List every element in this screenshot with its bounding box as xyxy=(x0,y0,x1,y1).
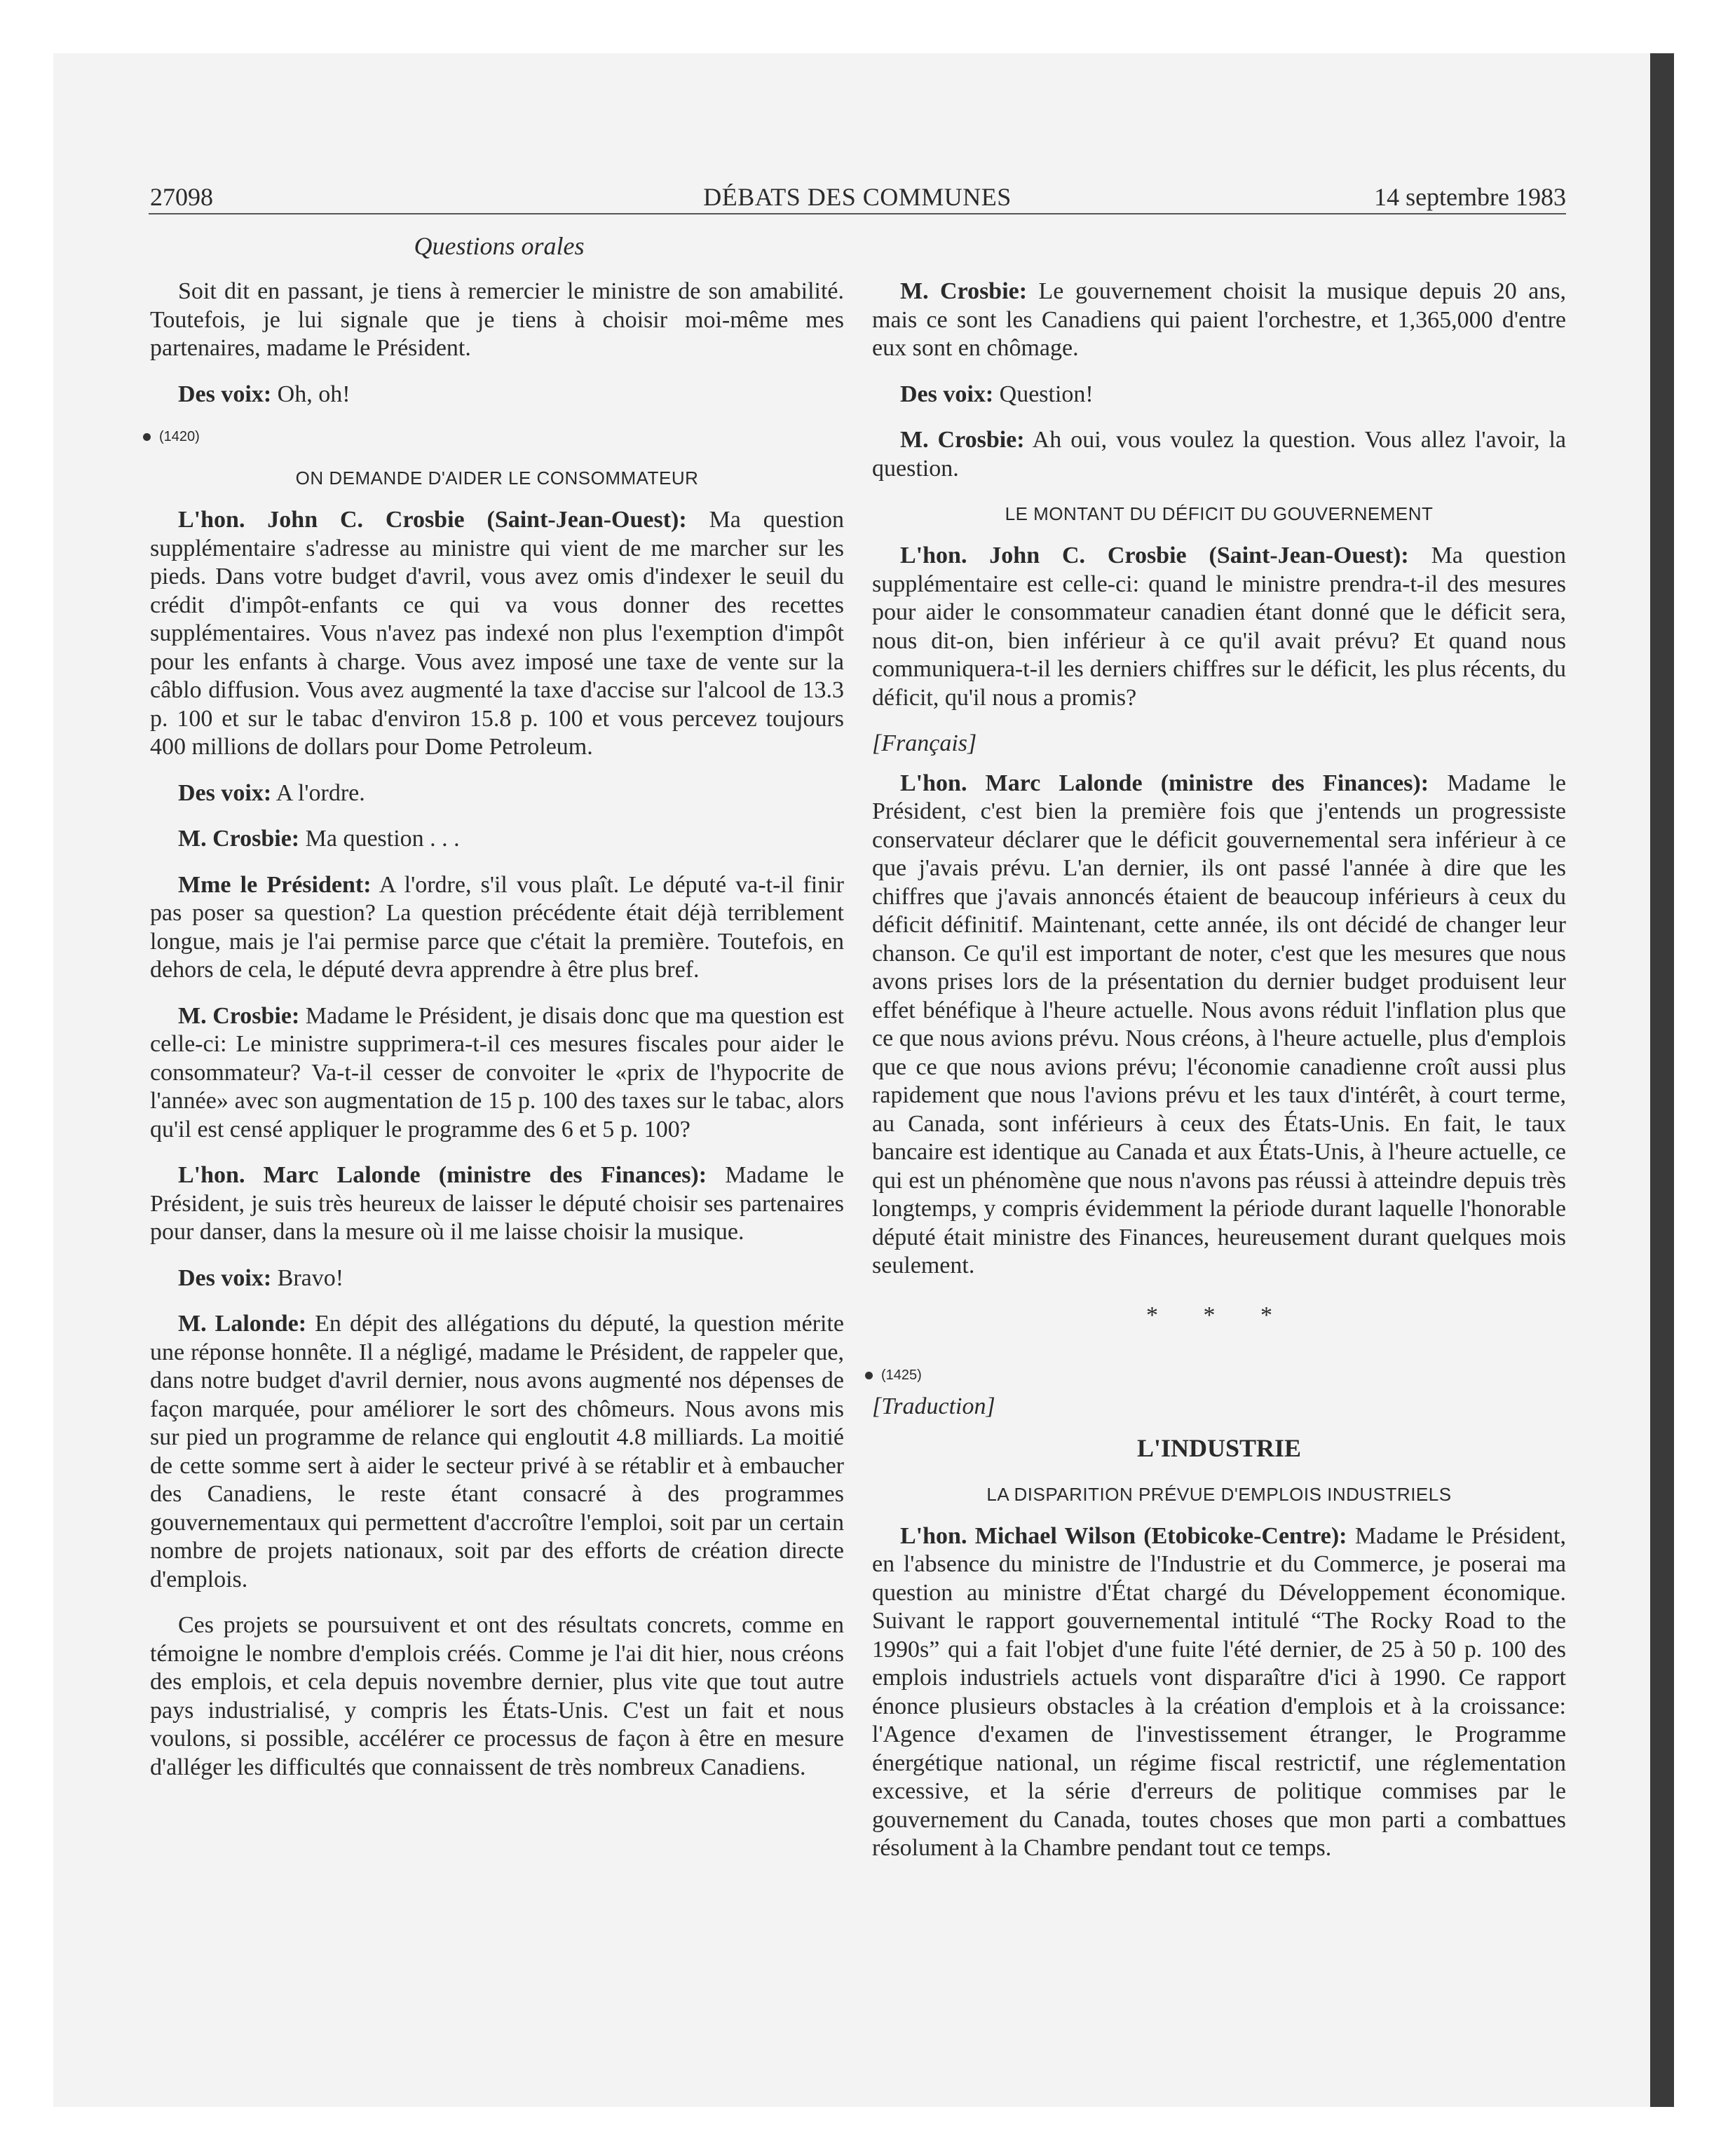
speaker-name: M. Crosbie: xyxy=(178,826,300,852)
paragraph xyxy=(150,825,844,854)
speech-text: Madame le Président, je suis très heureux de laisser le député choisir ses partenaires pour danser, dans la mesure où il me laisse choisir la musique. xyxy=(150,1162,844,1245)
speech-text: Ma question . . . xyxy=(299,826,460,852)
paragraph xyxy=(872,1522,1566,1863)
speech-text: Le gouvernement choisit la musique depuis 20 ans, mais ce sont les Canadiens qui paient l'orchestre, et 1,365,000 d'entre eux sont en chômage. xyxy=(872,278,1566,361)
speaker-name: Des voix: xyxy=(178,779,272,806)
speaker-name: L'hon. John C. Crosbie (Saint-Jean-Ouest): xyxy=(900,543,1409,568)
speaker-name: Mme le Président: xyxy=(178,871,372,898)
right-column xyxy=(872,278,1566,1881)
language-marker: [Français] xyxy=(872,730,977,756)
speech-text: A l'ordre, s'il vous plaît. Le député va-t-il finir pas poser sa question? La question précédente était déjà terriblement longue, mais je l'ai permise parce que c'était la première. Toutefois, en dehors de cela, le député devra apprendre à être plus bref. xyxy=(150,871,844,983)
timestamp-marker xyxy=(865,1365,1566,1386)
publication-title: DÉBATS DES COMMUNES xyxy=(703,183,1012,211)
speaker-name: Des voix: xyxy=(900,381,994,407)
paragraph xyxy=(150,1310,844,1594)
speech-text: A l'ordre. xyxy=(271,779,365,806)
paragraph xyxy=(872,542,1566,712)
speaker-name: L'hon. Michael Wilson (Etobicoke-Centre): xyxy=(900,1522,1347,1549)
publication-date: 14 septembre 1983 xyxy=(1374,183,1566,211)
left-column xyxy=(150,278,844,1799)
speaker-name: L'hon. Marc Lalonde (ministre des Finances): xyxy=(900,770,1429,796)
timestamp-text: (1425) xyxy=(881,1367,922,1383)
paragraph xyxy=(150,779,844,808)
paragraph xyxy=(150,1264,844,1293)
speaker-name: M. Crosbie: xyxy=(178,1002,300,1029)
paragraph xyxy=(150,1002,844,1145)
section-label: Questions orales xyxy=(414,232,585,260)
speech-text: Ma question supplémentaire s'adresse au ministre qui vient de me marcher sur les pieds. Dans votre budget d'avril, vous avez omis d'indexer le seuil du crédit d'impôt-enfants ce qui va vous donner des recettes supplémentaires. Vous n'avez pas indexé non plus l'exemption d'impôt pour les enfants à charge. Vous avez imposé une taxe de vente sur la câblo diffusion. Vous avez augmenté la taxe d'accise sur l'alcool de 13.3 p. 100 et sur le tabac d'environ 15.8 p. 100 et vous percevez toujours 400 millions de dollars pour Dome Petroleum. xyxy=(150,507,844,760)
speaker-name: L'hon. Marc Lalonde (ministre des Finances): xyxy=(178,1162,707,1188)
section-heading: LA DISPARITION PRÉVUE D'EMPLOIS INDUSTRIELS xyxy=(986,1483,1452,1505)
paragraph xyxy=(150,506,844,762)
paragraph xyxy=(872,770,1566,1281)
timestamp-text: (1420) xyxy=(159,429,200,444)
speech-text: Madame le Président, en l'absence du ministre de l'Industrie et du Commerce, je poserai ma question au ministre d'État chargé du Développement économique. Suivant le rapport gouvernemental intitulé “The Rocky Road to the 1990s” qui a fait l'objet d'une fuite l'été dernier, de 25 à 50 p. 100 des emplois industriels actuels vont disparaître d'ici à 1990. Ce rapport énonce plusieurs obstacles à la création d'emplois et à la croissance: l'Agence d'examen de l'investissement étranger, le Programme énergétique national, un régime fiscal restrictif, une réglementation excessive, et la série d'erreurs de politique commises par le gouvernement du Canada, toutes choses que mon parti a combattues résolument à la Chambre pendant tout ce temps. xyxy=(872,1522,1566,1861)
speaker-name: M. Lalonde: xyxy=(178,1311,307,1337)
speaker-name: M. Crosbie: xyxy=(900,278,1028,304)
speech-text: Oh, oh! xyxy=(271,381,351,407)
major-heading: L'INDUSTRIE xyxy=(1136,1433,1302,1462)
speaker-name: M. Crosbie: xyxy=(900,427,1025,453)
speech-text: Madame le Président, c'est bien la première fois que j'entends un progressiste conservateur déclarer que le déficit gouvernemental sera inférieur à ce que j'avais prévu. L'an dernier, ils ont passé l'année à dire que les chiffres que j'avais annoncés étaient de beaucoup inférieurs à ceux du déficit définitif. Maintenant, cette année, ils ont décidé de changer leur chanson. Ce qu'il est important de noter, c'est que les mesures que nous avons prises lors de la présentation du dernier budget produisent leur effet bénéfique à l'heure actuelle. Nous avons réduit l'inflation plus que ce que nous avions prévu. Nous créons, à l'heure actuelle, plus d'emplois que ce que nous avions prévu; l'économie canadienne croît aussi plus rapidement que nous l'avions prévu et les taux d'intérêt, à court terme, au Canada, sont inférieurs à ceux des États-Unis. En fait, le taux bancaire est identique au Canada et aux États-Unis, à l'heure actuelle, ce qui est un phénomène que nous n'avons pas réussi à atteindre depuis très longtemps, y compris évidemment la période durant laquelle l'honorable député était ministre des Finances, heureusement durant quelques mois seulement. xyxy=(872,770,1566,1278)
speech-text: Question! xyxy=(993,381,1094,407)
timestamp-marker xyxy=(143,426,844,447)
speech-text: Bravo! xyxy=(271,1264,344,1291)
section-heading: LE MONTANT DU DÉFICIT DU GOUVERNEMENT xyxy=(1005,503,1434,524)
section-separator: * * * xyxy=(1146,1302,1292,1328)
paragraph xyxy=(150,381,844,409)
language-marker: [Traduction] xyxy=(872,1393,995,1419)
section-heading: ON DEMANDE D'AIDER LE CONSOMMATEUR xyxy=(295,468,699,489)
speaker-name: Des voix: xyxy=(178,381,272,407)
speech-text: Ma question supplémentaire est celle-ci: quand le ministre prendra-t-il des mesures pour aider le consommateur canadien étant donné que le déficit sera, nous dit-on, bien inférieur à ce qu'il avait prévu? Et quand nous communiquera-t-il les derniers chiffres sur le déficit, les plus récents, du déficit, qu'il nous a promis? xyxy=(872,543,1566,711)
paragraph: Soit dit en passant, je tiens à remercier le ministre de son amabilité. Toutefois, je lui signale que je tiens à choisir moi-même mes partenaires, madame le Président. xyxy=(150,278,844,361)
bullet-icon xyxy=(865,1372,873,1379)
paragraph xyxy=(872,381,1566,409)
speech-text: Madame le Président, je disais donc que ma question est celle-ci: Le ministre supprimera-t-il ces mesures fiscales pour aider le consommateur? Va-t-il cesser de convoiter le «prix de l'hypocrite de l'année» avec son augmentation de 15 p. 100 des taxes sur le tabac, alors qu'il est censé appliquer le programme des 6 et 5 p. 100? xyxy=(150,1002,844,1142)
speaker-name: L'hon. John C. Crosbie (Saint-Jean-Ouest): xyxy=(178,507,687,533)
speaker-name: Des voix: xyxy=(178,1264,272,1291)
speech-text: Ah oui, vous voulez la question. Vous allez l'avoir, la question. xyxy=(872,427,1567,482)
page-header xyxy=(149,181,1566,214)
bullet-icon xyxy=(143,433,151,441)
paragraph: Ces projets se poursuivent et ont des résultats concrets, comme en témoigne le nombre d'emplois créés. Comme je l'ai dit hier, nous créons des emplois, et cela depuis novembre dernier, plus vite que tout autre pays industrialisé, y compris les États-Unis. C'est un fait et nous voulons, si possible, accélérer ce processus de façon à être en mesure d'alléger les difficultés que connaissent de très nombreux Canadiens. xyxy=(150,1612,844,1780)
paragraph xyxy=(150,1161,844,1247)
paragraph xyxy=(150,871,844,985)
speech-text: En dépit des allégations du député, la question mérite une réponse honnête. Il a négligé, madame le Président, de rappeler que, dans notre budget d'avril dernier, nous avons augmenté nos dépenses de façon marquée, pour améliorer le sort des chômeurs. Nous avons mis sur pied un programme de relance qui engloutit 4.8 milliards. La moitié de cette somme sert à aider le secteur privé à se rétablir et à embaucher des Canadiens, le reste étant consacré à des programmes gouvernementaux qui permettent d'accroître l'emploi, soit par un certain nombre de projets nationaux, soit par des efforts de création directe d'emplois. xyxy=(150,1311,844,1592)
document-page xyxy=(149,181,1567,1861)
paragraph xyxy=(872,426,1566,483)
page-number: 27098 xyxy=(150,183,213,211)
paragraph xyxy=(872,278,1566,363)
scan-edge-shadow xyxy=(1650,53,1674,2107)
